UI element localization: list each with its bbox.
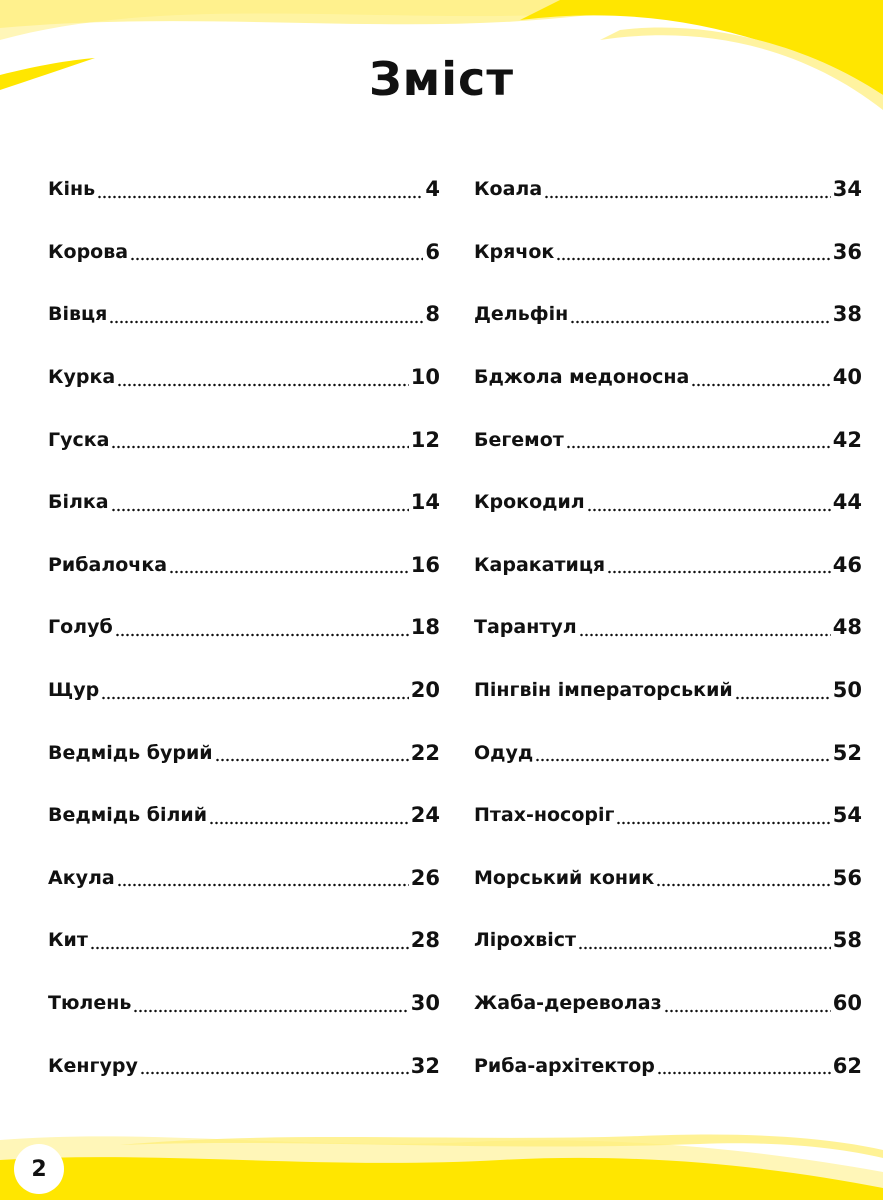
dot-leader	[130, 242, 423, 261]
toc-entry-page: 46	[832, 552, 862, 577]
toc-entry-page: 48	[832, 615, 862, 640]
toc-entry-title: Кінь	[48, 178, 96, 201]
toc-entry[interactable]	[474, 408, 862, 471]
toc-entry-page: 20	[410, 678, 440, 703]
toc-entry-title: Гуска	[48, 428, 110, 451]
toc-entry-page: 52	[832, 740, 862, 765]
toc-entry-title: Крячок	[474, 240, 555, 263]
toc-entry-title: Кит	[48, 929, 88, 952]
toc-entry-page: 4	[425, 177, 440, 202]
dot-leader	[607, 555, 831, 574]
toc-entry[interactable]	[474, 596, 862, 659]
dot-leader	[735, 681, 831, 700]
dot-leader	[169, 555, 409, 574]
toc-entry-page: 44	[832, 490, 862, 515]
toc-entry-page: 28	[410, 928, 440, 953]
toc-entry[interactable]	[48, 909, 440, 972]
toc-entry[interactable]	[474, 972, 862, 1035]
toc-entry-page: 12	[410, 427, 440, 452]
toc-entry-title: Тюлень	[48, 992, 132, 1015]
dot-leader	[570, 305, 831, 324]
toc-entry-page: 40	[832, 365, 862, 390]
dot-leader	[664, 994, 831, 1013]
dot-leader	[117, 868, 409, 887]
dot-leader	[133, 994, 408, 1013]
toc-right-column	[474, 158, 862, 1097]
toc-entry[interactable]	[48, 847, 440, 910]
toc-entry-page: 22	[410, 740, 440, 765]
toc-entry[interactable]	[474, 283, 862, 346]
toc-entry[interactable]	[474, 471, 862, 534]
toc-entry[interactable]	[474, 158, 862, 221]
toc-entry-page: 18	[410, 615, 440, 640]
toc-entry-title: Курка	[48, 366, 116, 389]
toc-entry[interactable]	[48, 471, 440, 534]
toc-entry[interactable]	[474, 659, 862, 722]
toc-entry-page: 16	[410, 552, 440, 577]
toc-entry-page: 6	[425, 239, 440, 264]
toc-entry[interactable]	[48, 408, 440, 471]
toc-entry-title: Білка	[48, 491, 109, 514]
dot-leader	[111, 430, 408, 449]
toc-entry[interactable]	[48, 1034, 440, 1097]
page-number: 2	[14, 1144, 64, 1194]
toc-entry-page: 56	[832, 865, 862, 890]
toc-entry-title: Лірохвіст	[474, 929, 577, 952]
toc-entry[interactable]	[48, 784, 440, 847]
toc-entry-title: Морський коник	[474, 866, 655, 889]
dot-leader	[579, 618, 831, 637]
toc-entry-title: Крокодил	[474, 491, 585, 514]
toc-entry-page: 10	[410, 365, 440, 390]
toc-entry-title: Бджола медоносна	[474, 366, 690, 389]
toc-entry[interactable]	[474, 221, 862, 284]
toc-entry[interactable]	[474, 784, 862, 847]
toc-entry-title: Тарантул	[474, 616, 577, 639]
toc-entry[interactable]	[48, 534, 440, 597]
toc-entry-title: Акула	[48, 866, 115, 889]
toc-entry[interactable]	[48, 346, 440, 409]
dot-leader	[117, 368, 409, 387]
toc-entry-page: 32	[410, 1053, 440, 1078]
toc-entry-page: 36	[832, 239, 862, 264]
toc-entry-page: 26	[410, 865, 440, 890]
dot-leader	[101, 681, 409, 700]
toc-entry-page: 24	[410, 803, 440, 828]
dot-leader	[109, 305, 423, 324]
dot-leader	[656, 868, 831, 887]
toc-entry-title: Щур	[48, 679, 100, 702]
toc-entry[interactable]	[474, 346, 862, 409]
toc-entry[interactable]	[474, 534, 862, 597]
toc-entry-title: Рибалочка	[48, 553, 168, 576]
toc-entry-page: 62	[832, 1053, 862, 1078]
toc-entry-page: 54	[832, 803, 862, 828]
toc-entry[interactable]	[48, 596, 440, 659]
toc-entry[interactable]	[474, 1034, 862, 1097]
dot-leader	[90, 931, 409, 950]
toc-entry[interactable]	[48, 659, 440, 722]
toc-entry-page: 8	[425, 302, 440, 327]
dot-leader	[657, 1056, 831, 1075]
toc-entry[interactable]	[48, 972, 440, 1035]
dot-leader	[209, 806, 409, 825]
toc-entry[interactable]	[474, 909, 862, 972]
toc-entry[interactable]	[474, 721, 862, 784]
toc-entry[interactable]	[474, 847, 862, 910]
toc-entry-title: Ведмідь бурий	[48, 741, 213, 764]
toc-entry-title: Вівця	[48, 303, 108, 326]
dot-leader	[578, 931, 831, 950]
toc-entry-title: Жаба-дереволаз	[474, 992, 662, 1015]
dot-leader	[111, 493, 409, 512]
toc-entry[interactable]	[48, 221, 440, 284]
toc-entry-title: Пінгвін імператорський	[474, 679, 733, 702]
toc-entry-page: 14	[410, 490, 440, 515]
toc-entry-title: Каракатиця	[474, 553, 606, 576]
dot-leader	[115, 618, 409, 637]
dot-leader	[691, 368, 830, 387]
toc-entry-page: 42	[832, 427, 862, 452]
toc-entry-title: Дельфін	[474, 303, 569, 326]
dot-leader	[140, 1056, 409, 1075]
toc-entry-title: Кенгуру	[48, 1054, 138, 1077]
toc-entry-title: Корова	[48, 240, 129, 263]
toc-entry-title: Одуд	[474, 741, 534, 764]
toc-entry-page: 58	[832, 928, 862, 953]
dot-leader	[215, 743, 409, 762]
toc-entry-page: 38	[832, 302, 862, 327]
dot-leader	[535, 743, 831, 762]
page-title: Зміст	[369, 52, 514, 106]
toc-entry-page: 50	[832, 678, 862, 703]
dot-leader	[587, 493, 831, 512]
toc-entry-page: 60	[832, 991, 862, 1016]
dot-leader	[616, 806, 830, 825]
toc-entry[interactable]	[48, 721, 440, 784]
toc-entry[interactable]	[48, 283, 440, 346]
toc-entry[interactable]	[48, 158, 440, 221]
toc-entry-title: Коала	[474, 178, 543, 201]
toc-entry-title: Бегемот	[474, 428, 564, 451]
toc-left-column	[48, 158, 440, 1097]
toc-entry-title: Птах-носоріг	[474, 804, 615, 827]
toc-entry-title: Голуб	[48, 616, 113, 639]
dot-leader	[556, 242, 830, 261]
dot-leader	[544, 180, 831, 199]
dot-leader	[566, 430, 831, 449]
toc-entry-title: Ведмідь білий	[48, 804, 208, 827]
toc-entry-page: 34	[832, 177, 862, 202]
dot-leader	[97, 180, 423, 199]
toc-entry-title: Риба-архітектор	[474, 1054, 655, 1077]
toc-entry-page: 30	[410, 991, 440, 1016]
